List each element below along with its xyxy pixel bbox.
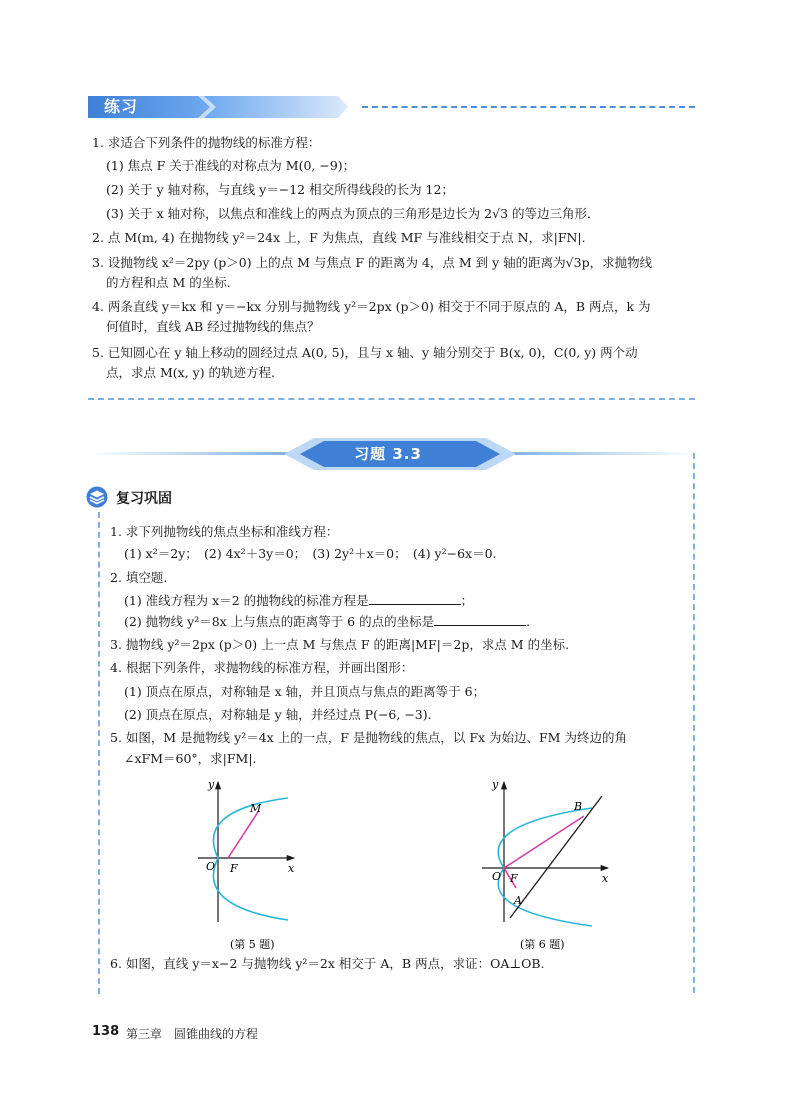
exercise-item-6: 6. 如图，直线 y＝x−2 与抛物线 y²＝2x 相交于 A，B 两点，求证：OA⊥OB. (110, 956, 545, 971)
fig5-chord-fm (228, 812, 258, 858)
exercise-item-3: 3. 抛物线 y²＝2px (p＞0) 上一点 M 与焦点 F 的距离|MF|＝2p，求点 M 的坐标. (110, 637, 570, 652)
divider-middle (88, 398, 695, 400)
fig5-label-m: M (250, 802, 262, 815)
frame-right-border (693, 453, 695, 993)
page-number: 138 (92, 1024, 120, 1039)
exercise-item-2-1 (124, 592, 473, 610)
exercise-item-5: 5. 如图，M 是抛物线 y²＝4x 上的一点，F 是抛物线的焦点，以 Fx 为始边、FM 为终边的角 (110, 730, 627, 745)
practice-title: 练习 (104, 97, 139, 116)
figure-5 (180, 770, 310, 952)
practice-item-1-1: (1) 焦点 F 关于准线的对称点为 M(0, −9)； (106, 158, 356, 173)
practice-item-5: 5. 已知圆心在 y 轴上移动的圆经过点 A(0, 5)，且与 x 轴、y 轴分别交于 B(x, 0)，C(0, y) 两个动 (92, 345, 638, 360)
fig5-label-f: F (230, 862, 238, 875)
practice-item-1-2: (2) 关于 y 轴对称，与直线 y＝−12 相交所得线段的长为 12； (106, 182, 454, 197)
exercise-item-2-1-text: (1) 准线方程为 x＝2 的抛物线的标准方程是 (124, 593, 369, 608)
practice-item-5-cont: 点，求点 M(x, y) 的轨迹方程. (106, 365, 276, 380)
fig5-label-o: O (206, 860, 216, 873)
exercise-item-5-cont: ∠xFM＝60°，求|FM|. (124, 751, 257, 766)
practice-item-4-cont: 何值时，直线 AB 经过抛物线的焦点？ (106, 319, 320, 334)
blank-end-2: . (526, 614, 531, 629)
fig6-label-x: x (602, 872, 609, 885)
exercise-item-1-parts: (1) x²＝2y； (2) 4x²＋3y＝0； (3) 2y²＋x＝0； (4) y²−6x＝0. (124, 546, 497, 561)
exercise-item-2-2 (124, 613, 530, 631)
chapter-title: 第三章 圆锥曲线的方程 (126, 1027, 259, 1041)
exercise-item-2-2-text: (2) 抛物线 y²＝8x 上与焦点的距离等于 6 的点的坐标是 (124, 614, 435, 629)
practice-item-1: 1. 求适合下列条件的抛物线的标准方程： (92, 135, 321, 150)
fig5-caption: (第 5 题) (230, 938, 275, 951)
answer-blank-1[interactable] (369, 604, 461, 605)
stack-icon (86, 486, 108, 508)
exercise-title: 习题 3.3 (354, 445, 422, 463)
fig6-label-a: A (514, 894, 522, 907)
fig6-caption: (第 6 题) (520, 938, 565, 951)
practice-item-2: 2. 点 M(m, 4) 在抛物线 y²＝24x 上，F 为焦点，直线 MF 与准线相交于点 N，求|FN|. (92, 230, 586, 245)
practice-item-3: 3. 设抛物线 x²＝2py (p＞0) 上的点 M 与焦点 F 的距离为 4，点 M 到 y 轴的距离为√3p，求抛物线 (92, 255, 653, 270)
exercise-item-4: 4. 根据下列条件，求抛物线的标准方程，并画出图形： (110, 660, 414, 675)
practice-item-4: 4. 两条直线 y＝kx 和 y＝−kx 分别与抛物线 y²＝2px (p＞0) 相交于不同于原点的 A，B 两点，k 为 (92, 299, 651, 314)
exercise-item-2: 2. 填空题. (110, 570, 168, 585)
fig6-label-f: F (510, 872, 518, 885)
blank-end-1: ； (460, 593, 474, 608)
fig6-parabola (498, 808, 592, 926)
exercise-item-1: 1. 求下列抛物线的焦点坐标和准线方程： (110, 524, 339, 539)
fig6-segment-ob (504, 816, 584, 868)
divider-top (362, 106, 695, 108)
review-heading: 复习巩固 (116, 491, 172, 507)
fig5-parabola (213, 798, 288, 920)
fig6-label-b: B (574, 800, 583, 813)
figure-6 (470, 770, 620, 952)
practice-item-1-3: (3) 关于 x 轴对称，以焦点和准线上的两点为顶点的三角形是边长为 2√3 的等边三角形. (106, 206, 591, 221)
fig5-label-y: y (208, 778, 215, 791)
fig5-label-x: x (288, 862, 295, 875)
exercise-item-4-2: (2) 顶点在原点，对称轴是 y 轴，并经过点 P(−6, −3). (124, 707, 432, 722)
exercise-item-4-1: (1) 顶点在原点，对称轴是 x 轴，并且顶点与焦点的距离等于 6； (124, 684, 486, 699)
fig6-label-o: O (492, 870, 502, 883)
practice-item-3-cont: 的方程和点 M 的坐标. (106, 275, 231, 290)
fig6-label-y: y (492, 778, 499, 791)
answer-blank-2[interactable] (434, 625, 526, 626)
frame-left-border (98, 512, 100, 994)
